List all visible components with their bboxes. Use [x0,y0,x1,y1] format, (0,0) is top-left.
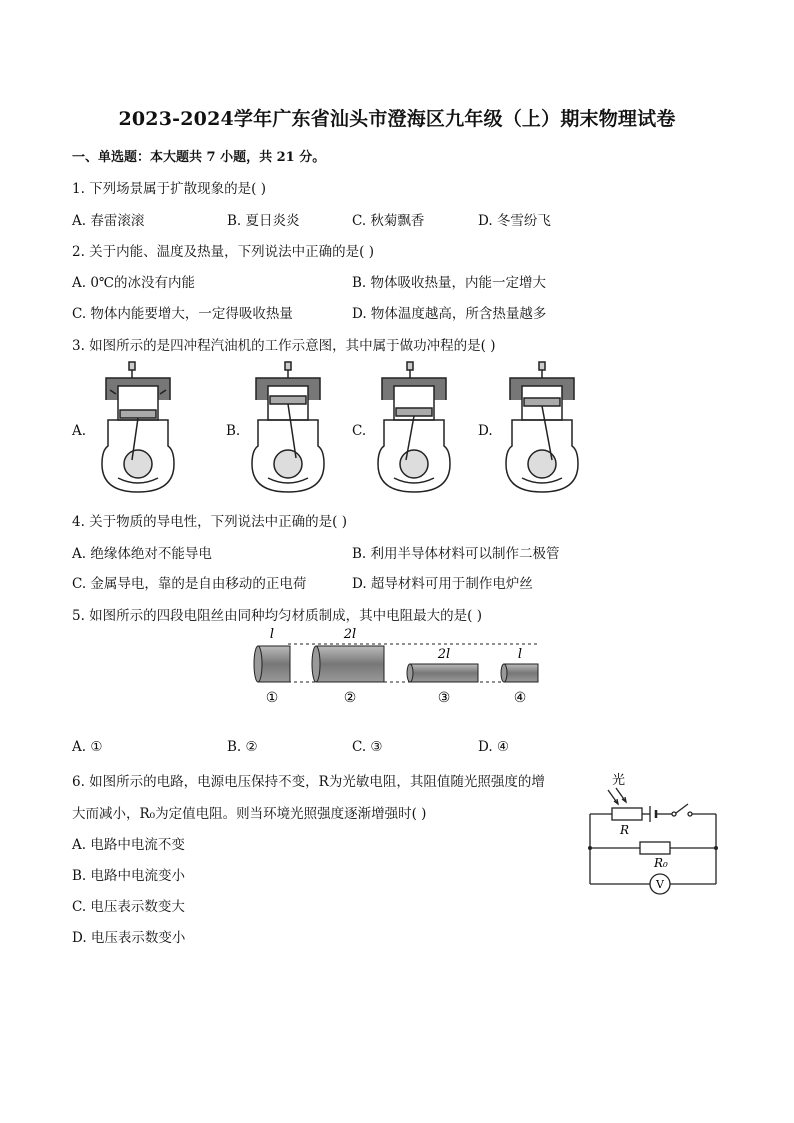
wire-4-length: l [517,647,523,662]
question-6-option-d[interactable]: D. 电压表示数变小 [72,930,186,946]
question-1-stem: 1. 下列场景属于扩散现象的是( ) [72,181,266,197]
page-title: 2023-2024学年广东省汕头市澄海区九年级（上）期末物理试卷 [118,108,676,130]
voltmeter-label: V [656,878,664,891]
question-3-option-d[interactable]: D. [478,423,493,439]
question-4-option-c[interactable]: C. 金属导电，靠的是自由移动的正电荷 [72,576,307,592]
wire-4-label: ④ [513,690,527,706]
wire-1-label: ① [265,690,279,706]
question-6-option-b[interactable]: B. 电路中电流变小 [72,868,186,884]
question-1-option-c[interactable]: C. 秋菊飘香 [352,213,425,229]
question-4-option-a[interactable]: A. 绝缘体绝对不能导电 [72,546,212,562]
engine-diagram-a [88,360,188,500]
question-1-option-b[interactable]: B. 夏日炎炎 [227,213,300,229]
question-5-option-b[interactable]: B. ② [227,739,258,755]
question-1-option-a[interactable]: A. 春雷滚滚 [72,213,145,229]
question-2-option-d[interactable]: D. 物体温度越高，所含热量越多 [352,306,547,322]
resistor-r0 [640,842,670,854]
wire-1 [258,646,290,682]
engine-diagram-c [364,360,464,500]
wire-2-label: ② [343,690,357,706]
r0-label: R₀ [654,856,668,870]
question-3-option-a[interactable]: A. [72,423,87,439]
question-4-stem: 4. 关于物质的导电性，下列说法中正确的是( ) [72,514,347,530]
question-2-stem: 2. 关于内能、温度及热量，下列说法中正确的是( ) [72,244,374,260]
wire-2-length: 2l [343,627,357,642]
question-3-option-c[interactable]: C. [352,423,367,439]
wire-3-length: 2l [437,647,451,662]
question-3-option-b[interactable]: B. [226,423,241,439]
photoresistor-r [612,808,642,820]
section-heading: 一、单选题：本大题共 7 小题，共 21 分。 [72,150,326,165]
question-4-option-d[interactable]: D. 超导材料可用于制作电炉丝 [352,576,533,592]
question-5-option-a[interactable]: A. ① [72,739,103,755]
question-3-stem: 3. 如图所示的是四冲程汽油机的工作示意图，其中属于做功冲程的是( ) [72,338,496,354]
engine-diagram-b [238,360,338,500]
question-6-option-c[interactable]: C. 电压表示数变大 [72,899,185,915]
light-label: 光 [612,773,626,788]
question-4-option-b[interactable]: B. 利用半导体材料可以制作二极管 [352,546,560,562]
circuit-diagram [584,768,724,898]
question-1-option-d[interactable]: D. 冬雪纷飞 [478,213,551,229]
question-6-stem-line-2: 大而减小，R₀为定值电阻。则当环境光照强度逐渐增强时( ) [72,806,427,822]
question-6-stem-line-1: 6. 如图所示的电路，电源电压保持不变，R为光敏电阻，其阻值随光照强度的增 [72,774,545,790]
r-label: R [620,823,630,837]
wire-4 [504,664,538,682]
wire-1-length: l [269,627,275,642]
question-5-stem: 5. 如图所示的四段电阻丝由同种均匀材质制成，其中电阻最大的是( ) [72,608,482,624]
question-6-option-a[interactable]: A. 电路中电流不变 [72,837,185,853]
wire-2 [316,646,384,682]
resistor-wires-figure [248,624,548,714]
switch [676,804,688,813]
question-2-option-c[interactable]: C. 物体内能要增大，一定得吸收热量 [72,306,293,322]
question-5-option-d[interactable]: D. ④ [478,739,510,755]
question-2-option-b[interactable]: B. 物体吸收热量，内能一定增大 [352,275,547,291]
question-2-option-a[interactable]: A. 0℃的冰没有内能 [72,275,196,291]
wire-3 [410,664,478,682]
question-5-option-c[interactable]: C. ③ [352,739,383,755]
engine-diagram-d [492,360,592,500]
wire-3-label: ③ [437,690,451,706]
